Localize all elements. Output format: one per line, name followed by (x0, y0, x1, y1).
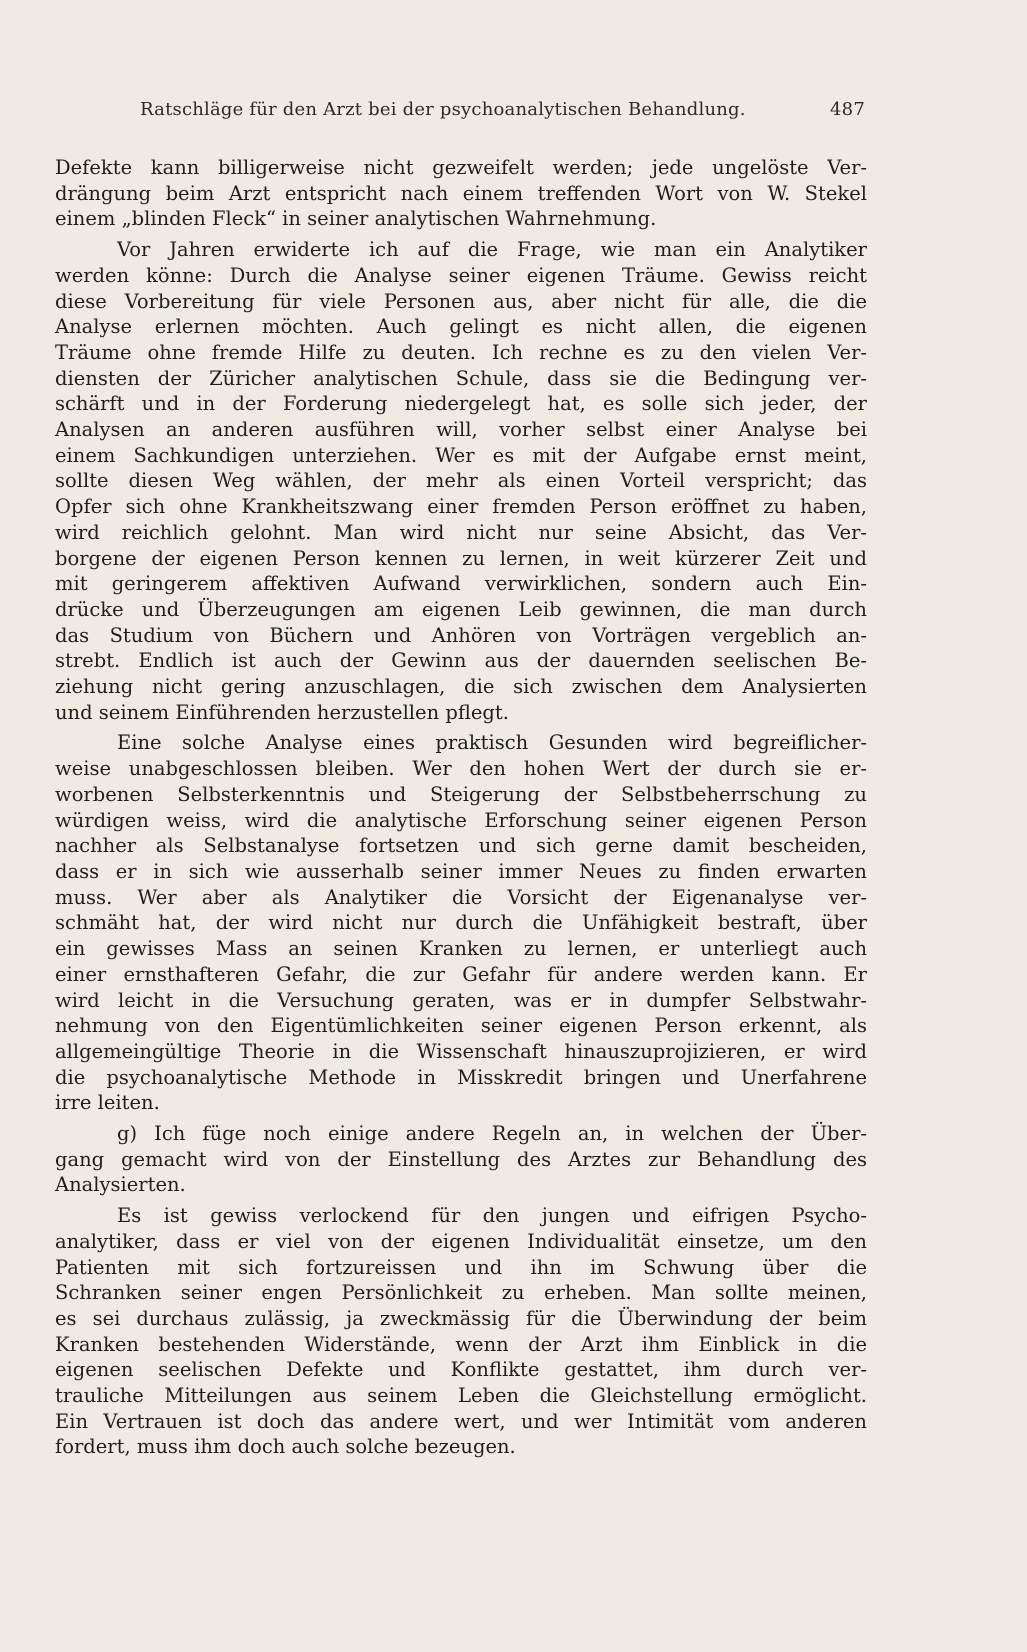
text-line: strebt. Endlich ist auch der Gewinn aus der dauernden seelischen Be- (55, 649, 867, 673)
text-line: ziehung nicht gering anzuschlagen, die sich zwischen dem Analysierten (55, 675, 867, 699)
text-line: wird reichlich gelohnt. Man wird nicht nur seine Absicht, das Ver- (55, 520, 867, 544)
text-line: einem „blinden Fleck“ in seiner analytischen Wahrnehmung. (55, 207, 657, 231)
text-line: schärft und in der Forderung niedergelegt hat, es solle sich jeder, der (55, 392, 867, 416)
text-line: sollte diesen Weg wählen, der mehr als einen Vorteil verspricht; das (55, 469, 867, 493)
text-line: analytiker, dass er viel von der eigenen Individualität einsetze, um den (55, 1229, 867, 1253)
text-line: drücke und Überzeugungen am eigenen Leib gewinnen, die man durch (55, 597, 867, 621)
text-line: trauliche Mitteilungen aus seinem Leben die Gleichstellung ermöglicht. (55, 1384, 867, 1408)
text-line: drängung beim Arzt entspricht nach einem treffenden Wort von W. Stekel (55, 181, 867, 205)
text-line: worbenen Selbsterkenntnis und Steigerung der Selbstbeherrschung zu (55, 782, 867, 806)
text-line: borgene der eigenen Person kennen zu lernen, in weit kürzerer Zeit und (55, 546, 867, 570)
text-line: Defekte kann billigerweise nicht gezweifelt werden; jede ungelöste Ver- (55, 156, 867, 179)
text-line: und seinem Einführenden herzustellen pflegt. (55, 700, 509, 724)
text-line: die psychoanalytische Methode in Misskredit bringen und Unerfahrene (55, 1065, 867, 1089)
text-line: wird leicht in die Versuchung geraten, was er in dumpfer Selbstwahr- (55, 988, 867, 1012)
text-line: das Studium von Büchern und Anhören von Vorträgen vergeblich an- (55, 623, 867, 647)
paragraph (55, 155, 867, 232)
text-line: würdigen weiss, wird die analytische Erforschung seiner eigenen Person (55, 808, 867, 832)
page-number: 487 (830, 99, 865, 120)
text-line: diensten der Züricher analytischen Schule, dass sie die Bedingung ver- (55, 366, 867, 390)
text-line: dass er in sich wie ausserhalb seiner immer Neues zu finden erwarten (55, 859, 867, 883)
text-line: nehmung von den Eigentümlichkeiten seiner eigenen Person erkennt, als (55, 1014, 867, 1038)
text-line: einem Sachkundigen unterziehen. Wer es mit der Aufgabe ernst meint, (55, 443, 867, 467)
text-line: einer ernsthafteren Gefahr, die zur Gefahr für andere werden kann. Er (55, 962, 867, 986)
text-line: Schranken seiner engen Persönlichkeit zu erheben. Man sollte meinen, (55, 1281, 867, 1305)
text-line: gang gemacht wird von der Einstellung des Arztes zur Behandlung des (55, 1147, 867, 1171)
text-line: eigenen seelischen Defekte und Konflikte gestattet, ihm durch ver- (55, 1358, 867, 1382)
text-line: irre leiten. (55, 1091, 160, 1115)
text-line: werden könne: Durch die Analyse seiner eigenen Träume. Gewiss reicht (55, 263, 867, 287)
text-line: diese Vorbereitung für viele Personen aus, aber nicht für alle, die die (55, 289, 867, 313)
text-line: nachher als Selbstanalyse fortsetzen und sich gerne damit bescheiden, (55, 834, 867, 858)
text-line: Es ist gewiss verlockend für den jungen und eifrigen Psycho- (117, 1204, 867, 1228)
text-line: Vor Jahren erwiderte ich auf die Frage, wie man ein Analytiker (117, 238, 867, 262)
paragraph (55, 730, 867, 1116)
text-line: allgemeingültige Theorie in die Wissenschaft hinauszuprojizieren, er wird (55, 1039, 867, 1063)
text-line: Analysen an anderen ausführen will, vorher selbst einer Analyse bei (55, 418, 867, 442)
paragraph (55, 1203, 867, 1460)
body-text (55, 155, 867, 1460)
text-line: es sei durchaus zulässig, ja zweckmässig für die Überwindung der beim (55, 1306, 867, 1330)
text-line: Patienten mit sich fortzureissen und ihn im Schwung über die (55, 1255, 867, 1279)
text-line: Opfer sich ohne Krankheitszwang einer fremden Person eröffnet zu haben, (55, 495, 867, 519)
text-line: Kranken bestehenden Widerstände, wenn der Arzt ihm Einblick in die (55, 1332, 867, 1356)
text-line: Analysierten. (55, 1173, 186, 1197)
text-line: ein gewisses Mass an seinen Kranken zu lernen, er unterliegt auch (55, 937, 867, 961)
text-line: mit geringerem affektiven Aufwand verwirklichen, sondern auch Ein- (55, 572, 867, 596)
running-head (140, 99, 865, 125)
text-line: weise unabgeschlossen bleiben. Wer den hohen Wert der durch sie er- (55, 757, 867, 781)
text-line: schmäht hat, der wird nicht nur durch die Unfähigkeit bestraft, über (55, 911, 867, 935)
text-line: g) Ich füge noch einige andere Regeln an, in welchen der Über- (117, 1122, 867, 1146)
text-line: muss. Wer aber als Analytiker die Vorsicht der Eigenanalyse ver- (55, 885, 867, 909)
running-head-title: Ratschläge für den Arzt bei der psychoanalytischen Behandlung. (140, 99, 746, 120)
text-line: fordert, muss ihm doch auch solche bezeugen. (55, 1435, 516, 1459)
paragraph (55, 237, 867, 725)
paragraph (55, 1121, 867, 1198)
text-line: Analyse erlernen möchten. Auch gelingt es nicht allen, die eigenen (55, 315, 867, 339)
text-line: Ein Vertrauen ist doch das andere wert, und wer Intimität vom anderen (55, 1409, 867, 1433)
text-line: Eine solche Analyse eines praktisch Gesunden wird begreiflicher- (117, 731, 867, 755)
text-line: Träume ohne fremde Hilfe zu deuten. Ich rechne es zu den vielen Ver- (55, 340, 867, 364)
